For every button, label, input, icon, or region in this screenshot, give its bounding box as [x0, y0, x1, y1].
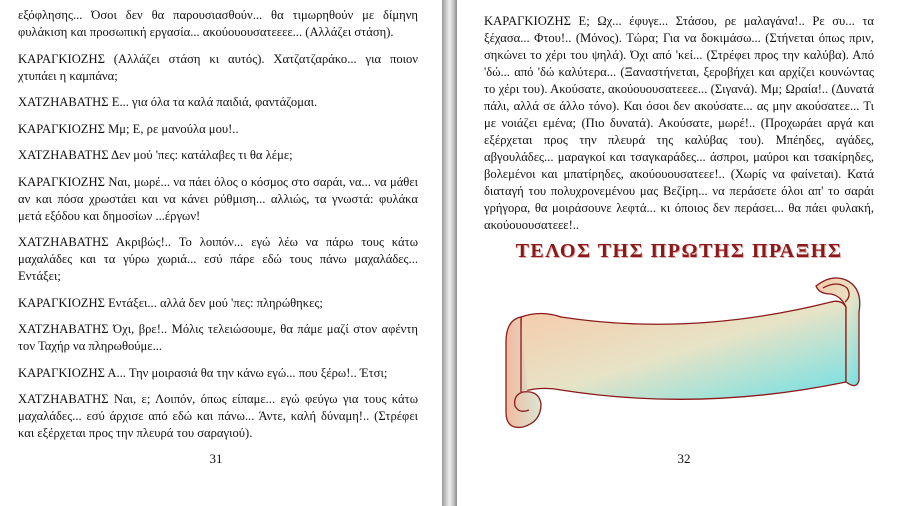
paragraph: ΚΑΡΑΓΚΙΟΖΗΣ Ε; Ωχ... έφυγε... Στάσου, ρε μαλαγάνα!.. Ρε συ... τα ξέχασα... Φτου!.. (Μόνος). Τώρα; Για να δοκιμάσω... (Στήνεται όπως πριν, σηκώνει το χέρι του ψηλά). Όχι από 'κεί... (Στρέφει προς την καλύβα). Από 'δώ... από 'δώ καλύτερα... (Ξαναστήνεται, ξεροβήχει και αρχίζει κουνώντας το χέρι του). Ακούσατε, ακούουουσατεεεε... (Σιγανά). Μμ; Ωραία!.. (Δυνατά πάλι, αλλά σε άλλο τόνο). Και όσοι δεν ακούσατε... ας μην ακούσατεε... Τι με νοιάζει εμένα; (Πιο δυνατά). Ακούσατε, μωρέ!.. (Προχωράει αργά και εξέρχεται προς την πλευρά της καλύβας του). Μπέηδες, αγάδες, αβγουλάδες... μαραγκοί και τσαγκαράδες... άσπροι, μαύροι και τσακίρηδες, βολεμένοι και μπατίρηδες, ακούουουσατεεε!.. (Χωρίς να φαίνεται). Κατά διαταγή του πολυχρονεμένου μας Βεζίρη... να περάσετε όλοι απ' το σαράι γρήγορα, θα μοιράσουνε λεφτά... κι όποιος δεν περάσει... θα πάει φυλακή, ακούουουσατεεε!.. — [484, 14, 874, 232]
paragraph: ΚΑΡΑΓΚΙΟΖΗΣ Ναι, μωρέ... να πάει όλος ο κόσμος στο σαράι, να... να μάθει αν και πόσα χρωστάει και να κάνει ρύθμιση... αλλιώς, τα γνωστά: φυλάκα μετά εξόδου και δημοσίων ...έργων! — [18, 174, 418, 223]
paragraph: ΚΑΡΑΓΚΙΟΖΗΣ Α... Την μοιρασιά θα την κάνω εγώ... που ξέρω!.. Έτσι; — [18, 365, 388, 380]
left-page — [0, 0, 442, 506]
page-number-left: 31 — [209, 451, 223, 466]
right-page — [457, 0, 901, 506]
paragraph: εξόφλησης... Όσοι δεν θα παρουσιασθούν... θα τιμωρηθούν με δίμηνη φυλάκιση και προσωπική εργασία... ακούουουσατεεεε... (Αλλάζει στάση). — [18, 8, 418, 39]
paragraph: ΧΑΤΖΗΑΒΑΤΗΣ Ναι, ε; Λοιπόν, όπως είπαμε... εγώ φεύγω για τους κάτω μαχαλάδες... εσύ άρχισε από εδώ και πάνω... Άντε, καλή δύναμη!.. (Στρέφει και εξέρχεται προς την πλευρά του σαραγιού). — [18, 392, 418, 440]
paragraph: ΧΑΤΖΗΑΒΑΤΗΣ Ε... για όλα τα καλά παιδιά, φαντάζομαι. — [18, 95, 318, 109]
left-page-text — [18, 7, 418, 452]
paragraph: ΧΑΤΖΗΑΒΑΤΗΣ Όχι, βρε!.. Μόλις τελειώσουμε, θα πάμε μαζί στον αφέντη τον Ταχήρ να πληρωθούμε... — [18, 322, 418, 353]
end-of-act-title: ΤΕΛΟΣ ΤΗΣ ΠΡΩΤΗΣ ΠΡΑΞΗΣ — [515, 240, 843, 262]
page-number-right: 32 — [677, 451, 691, 466]
paragraph: ΧΑΤΖΗΑΒΑΤΗΣ Δεν μού 'πες: κατάλαβες τι θα λέμε; — [18, 148, 293, 162]
right-page-text — [484, 13, 874, 244]
book-gutter — [442, 0, 457, 506]
paragraph: ΚΑΡΑΓΚΙΟΖΗΣ (Αλλάζει στάση κι αυτός). Χατζατζαράκο... για ποιον χτυπάει η καμπάνα; — [18, 51, 418, 83]
scroll-body — [521, 301, 846, 399]
scroll-banner-graphic — [501, 272, 871, 432]
paragraph: ΧΑΤΖΗΑΒΑΤΗΣ Ακριβώς!.. Το λοιπόν... εγώ λέω να πάρω τους κάτω μαχαλάδες και τα γύρω χωριά... εσύ πάρε εδώ τους πάνω μαχαλάδες... Εντάξει; — [18, 235, 418, 283]
paragraph: ΚΑΡΑΓΚΙΟΖΗΣ Εντάξει... αλλά δεν μού 'πες: πληρώθηκες; — [18, 295, 323, 310]
paragraph: ΚΑΡΑΓΚΙΟΖΗΣ Μμ; Ε, ρε μανούλα μου!.. — [18, 121, 239, 136]
